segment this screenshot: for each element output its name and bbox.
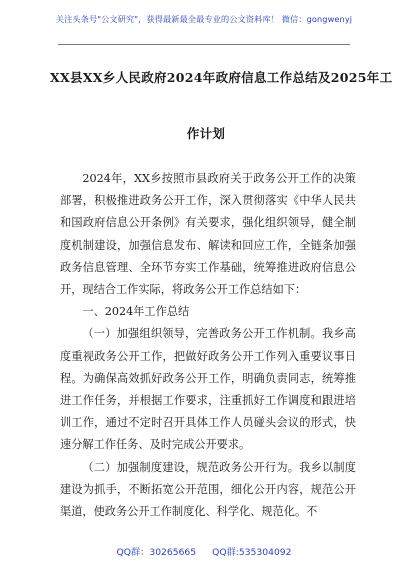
header-banner: 关注头条号"公文研究"，获得最新最全最专业的公文资料库！ 微信：gongwenyj xyxy=(55,14,353,24)
section-heading: 一、2024年工作总结 xyxy=(82,305,190,319)
footer-contact xyxy=(0,544,408,558)
intro-paragraph: 2024年，XX乡按照市县政府关于政务公开工作的决策部署，积极推进政务公开工作，深入贯彻落实《中华人民共和国政府信息公开条例》有关要求，强化组织领导，健全制度机制建设，加强信息发布、解读和回应工作，全链条加强政务信息管理、全环节夯实工作基础，统筹推进政府信息公开，现结合工作实际，将政务公开工作总结如下： xyxy=(60,172,356,297)
section-item-1: （一）加强组织领导，完善政务公开工作机制。我乡高度重视政务公开工作，把做好政务公开工作列入重要议事日程。为确保高效抓好政务公开工作，明确负责同志，统筹推进工作任务，并根据工作要求，注重抓好工作调度和跟进培训工作，通过不定时召开具体工作人员碰头会议的形式，快速分解工作任务、及时完成公开要求。 xyxy=(60,327,356,452)
document-title-line-1: XX县XX乡人民政府2024年政府信息工作总结及2025年工 xyxy=(50,70,393,85)
section-item-2: （二）加强制度建设，规范政务公开行为。我乡以制度建设为抓手，不断拓宽公开范围，细化公开内容，规范公开渠道，使政务公开工作制度化、科学化、规范化。不 xyxy=(60,460,356,519)
footer-qq-group-2: QQ群:535304092 xyxy=(212,547,292,558)
document-title-line-2: 作计划 xyxy=(186,126,226,141)
document-body xyxy=(60,168,356,523)
footer-qq-group-1: QQ群：30265665 xyxy=(116,547,197,558)
header-divider xyxy=(58,44,350,45)
